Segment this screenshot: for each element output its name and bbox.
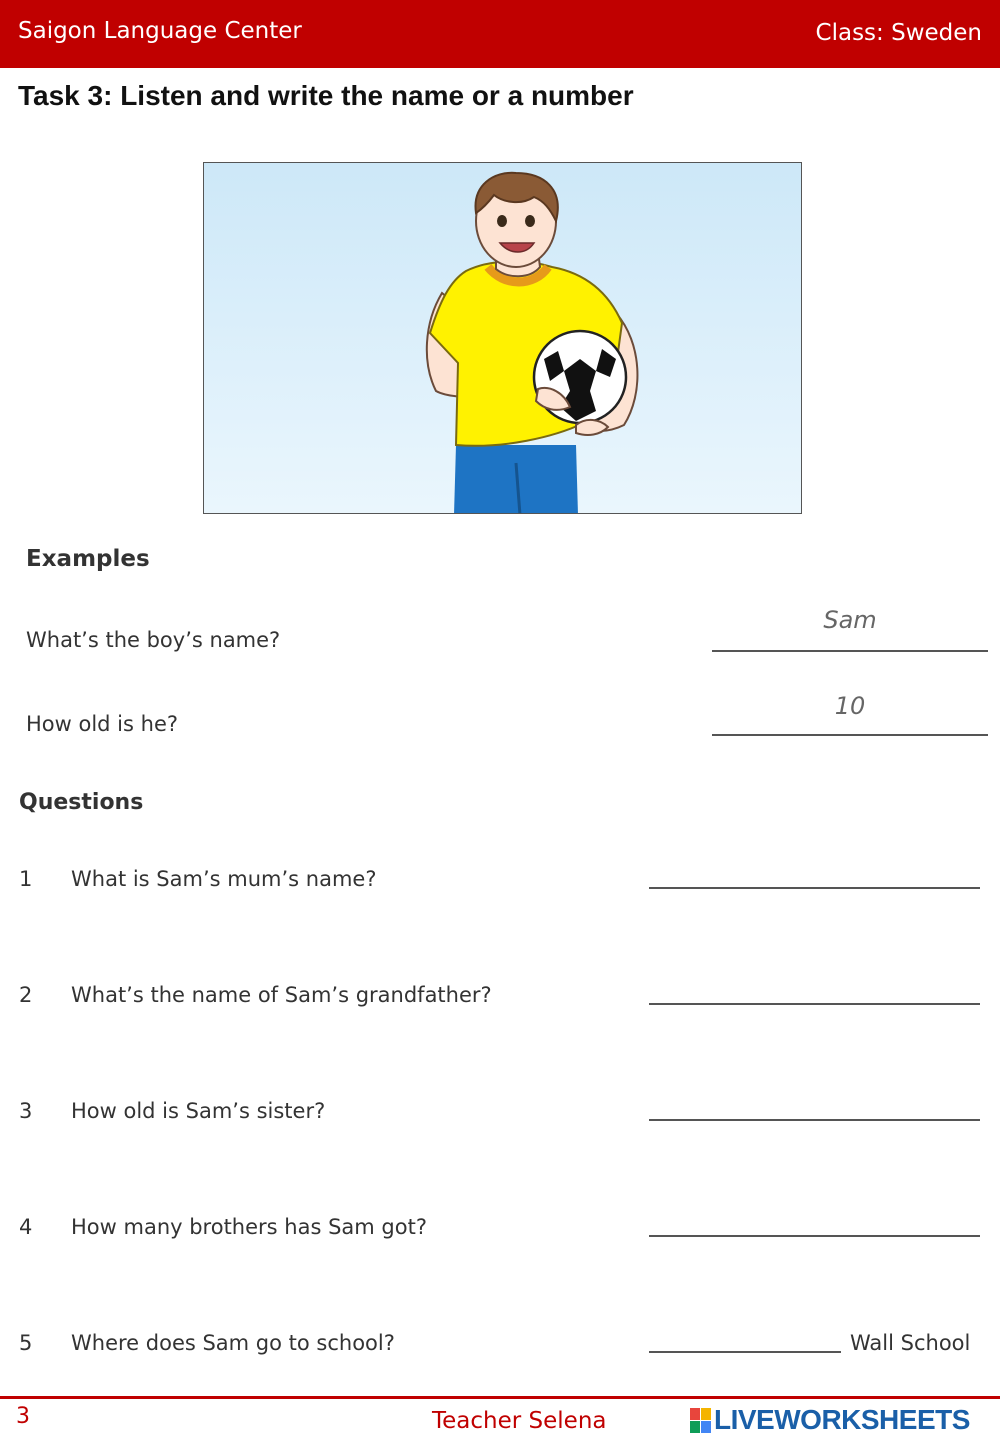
example-answer-1: Sam — [823, 606, 877, 634]
answer-suffix-5: Wall School — [850, 1331, 971, 1355]
example-answer-2: 10 — [834, 692, 866, 720]
liveworksheets-logo[interactable] — [690, 1404, 970, 1436]
answer-input-3[interactable] — [649, 1119, 980, 1121]
question-text-2: What’s the name of Sam’s grandfather? — [71, 983, 492, 1007]
footer-divider — [0, 1396, 1000, 1399]
example-answer-line-2 — [712, 734, 988, 736]
question-number-1: 1 — [19, 867, 33, 891]
teacher-name: Teacher Selena — [432, 1408, 607, 1434]
school-name: Saigon Language Center — [18, 18, 302, 44]
question-text-1: What is Sam’s mum’s name? — [71, 867, 377, 891]
page-number: 3 — [16, 1404, 30, 1429]
brand-text: LIVEWORKSHEETS — [714, 1404, 970, 1435]
question-text-5: Where does Sam go to school? — [71, 1331, 395, 1355]
example-question-2: How old is he? — [26, 712, 179, 736]
answer-input-5[interactable] — [649, 1351, 841, 1353]
liveworksheets-logo-icon — [690, 1408, 711, 1433]
task-title: Task 3: Listen and write the name or a number — [18, 80, 634, 111]
question-number-4: 4 — [19, 1215, 33, 1239]
class-label: Class: Sweden — [815, 20, 982, 46]
question-text-3: How old is Sam’s sister? — [71, 1099, 326, 1123]
examples-heading: Examples — [26, 546, 150, 572]
answer-input-2[interactable] — [649, 1003, 980, 1005]
example-question-1: What’s the boy’s name? — [26, 628, 281, 652]
questions-heading: Questions — [19, 790, 144, 815]
answer-input-4[interactable] — [649, 1235, 980, 1237]
answer-input-1[interactable] — [649, 887, 980, 889]
boy-with-football-illustration — [203, 162, 802, 514]
question-text-4: How many brothers has Sam got? — [71, 1215, 427, 1239]
question-number-3: 3 — [19, 1099, 33, 1123]
example-answer-line-1 — [712, 650, 988, 652]
question-number-2: 2 — [19, 983, 33, 1007]
header-bar — [0, 0, 1000, 68]
question-number-5: 5 — [19, 1331, 33, 1355]
